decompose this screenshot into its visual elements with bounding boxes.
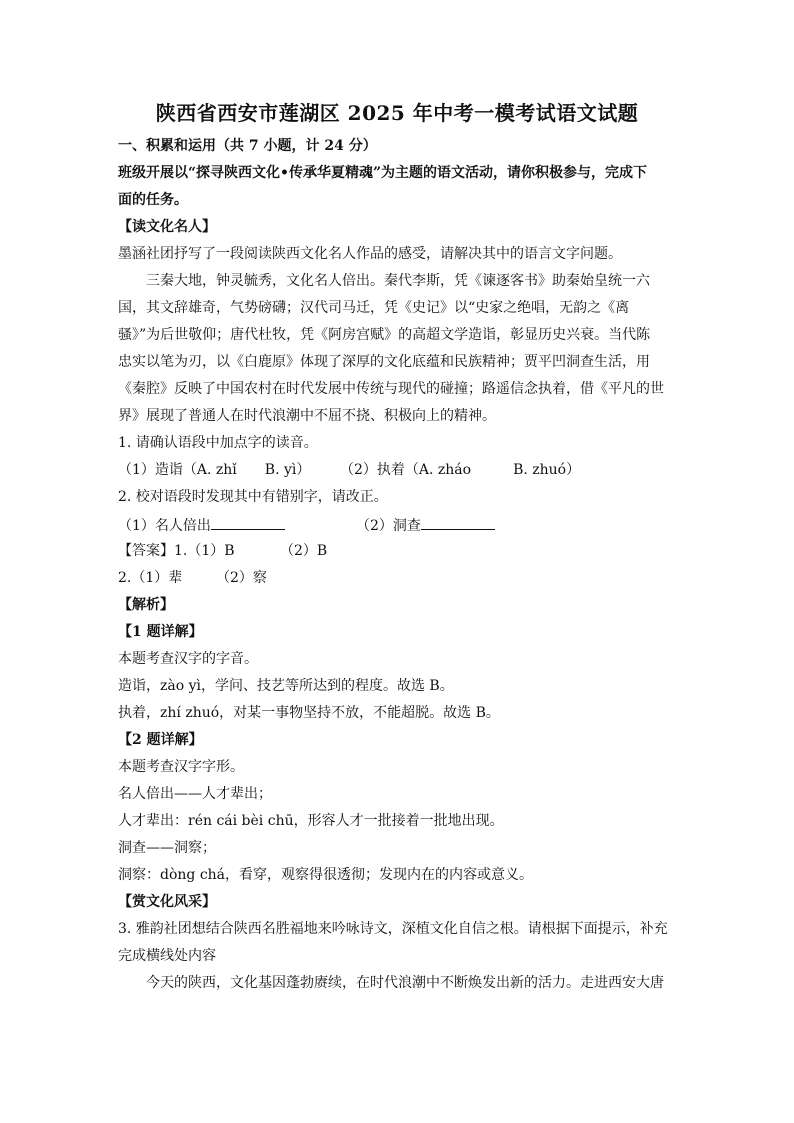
heading-appreciate-culture: 【赏文化风采】 <box>118 894 216 910</box>
answer-line-1 <box>118 542 235 560</box>
answer-1: 1.（1）B <box>174 543 235 559</box>
read-intro: 墨涵社团抒写了一段阅读陕西文化名人作品的感受，请解决其中的语言文字问题。 <box>118 246 622 262</box>
question-2: 2. 校对语段时发现其中有错别字，请改正。 <box>118 489 388 505</box>
question-1: 1. 请确认语段中加点字的读音。 <box>118 435 318 451</box>
passage-line: 三秦大地，钟灵毓秀，文化名人倍出。秦代李斯，凭《谏逐客书》助秦始皇统一六 <box>146 273 650 289</box>
question-1-option-b: （2）执着（A. zháo B. zhuó） <box>340 462 581 478</box>
passage-line: 界》展现了普通人在时代浪潮中不屈不挠、积极向上的精神。 <box>118 408 496 424</box>
detail-1-line: 造诣，zào yì，学问、技艺等所达到的程度。故选 B。 <box>118 678 454 694</box>
answer-2: 2.（1）辈 <box>118 570 183 586</box>
detail-2-line: 洞察：dòng chá，看穿，观察得很透彻；发现内在的内容或意义。 <box>118 867 534 883</box>
answer-blank-1[interactable] <box>211 515 285 530</box>
passage-line: 忠实以笔为刃，以《白鹿原》体现了深厚的文化底蕴和民族精神；贾平凹洞查生活，用 <box>118 354 650 370</box>
question-1-option-a: （1）造诣（A. zhǐ B. yì） <box>118 462 311 478</box>
intro-line-2: 面的任务。 <box>118 192 188 208</box>
detail-2-line: 本题考查汉字字形。 <box>118 759 244 775</box>
question-2-item-2 <box>356 515 495 535</box>
intro-line-1: 班级开展以“探寻陕西文化•传承华夏精魂”为主题的语文活动，请你积极参与，完成下 <box>118 165 648 181</box>
question-3-passage: 今天的陕西，文化基因蓬勃赓续，在时代浪潮中不断焕发出新的活力。走进西安大唐 <box>146 975 664 991</box>
question-2-item-2-label: （2）洞查 <box>356 518 421 534</box>
question-3-line-2: 完成横线处内容 <box>118 948 216 964</box>
answer-blank-2[interactable] <box>421 515 495 530</box>
detail-2-label: 【2 题详解】 <box>118 732 203 748</box>
passage-line: 骚》”为后世敬仰；唐代杜牧，凭《阿房宫赋》的高超文学造诣，彰显历史兴衰。当代陈 <box>118 327 651 343</box>
answer-label: 【答案】 <box>118 543 174 559</box>
page-title: 陕西省西安市莲湖区 2025 年中考一模考试语文试题 <box>155 101 639 125</box>
detail-2-line: 洞查——洞察； <box>118 840 216 856</box>
section-heading: 一、积累和运用（共 7 小题，计 24 分） <box>118 138 377 154</box>
question-3-line-1: 3. 雅韵社团想结合陕西名胜福地来吟咏诗文，深植文化自信之根。请根据下面提示，补充 <box>118 921 668 937</box>
analysis-label: 【解析】 <box>118 597 174 613</box>
answer-2b: （2）察 <box>216 570 267 586</box>
passage-line: 《秦腔》反映了中国农村在时代发展中传统与现代的碰撞；路遥信念执着，借《平凡的世 <box>118 381 664 397</box>
question-2-item-1-label: （1）名人倍出 <box>118 518 211 534</box>
detail-1-line: 本题考查汉字的字音。 <box>118 651 258 667</box>
passage-line: 国，其文辞雄奇，气势磅礴；汉代司马迁，凭《史记》以“史家之绝唱，无韵之《离 <box>118 300 630 316</box>
answer-1b: （2）B <box>280 543 328 559</box>
detail-2-line: 名人倍出——人才辈出； <box>118 786 272 802</box>
heading-read-culture: 【读文化名人】 <box>118 219 216 235</box>
question-2-item-1 <box>118 515 285 535</box>
detail-2-line: 人才辈出：rén cái bèi chū，形容人才一批接着一批地出现。 <box>118 813 504 829</box>
detail-1-line: 执着，zhí zhuó，对某一事物坚持不放，不能超脱。故选 B。 <box>118 705 500 721</box>
detail-1-label: 【1 题详解】 <box>118 624 203 640</box>
